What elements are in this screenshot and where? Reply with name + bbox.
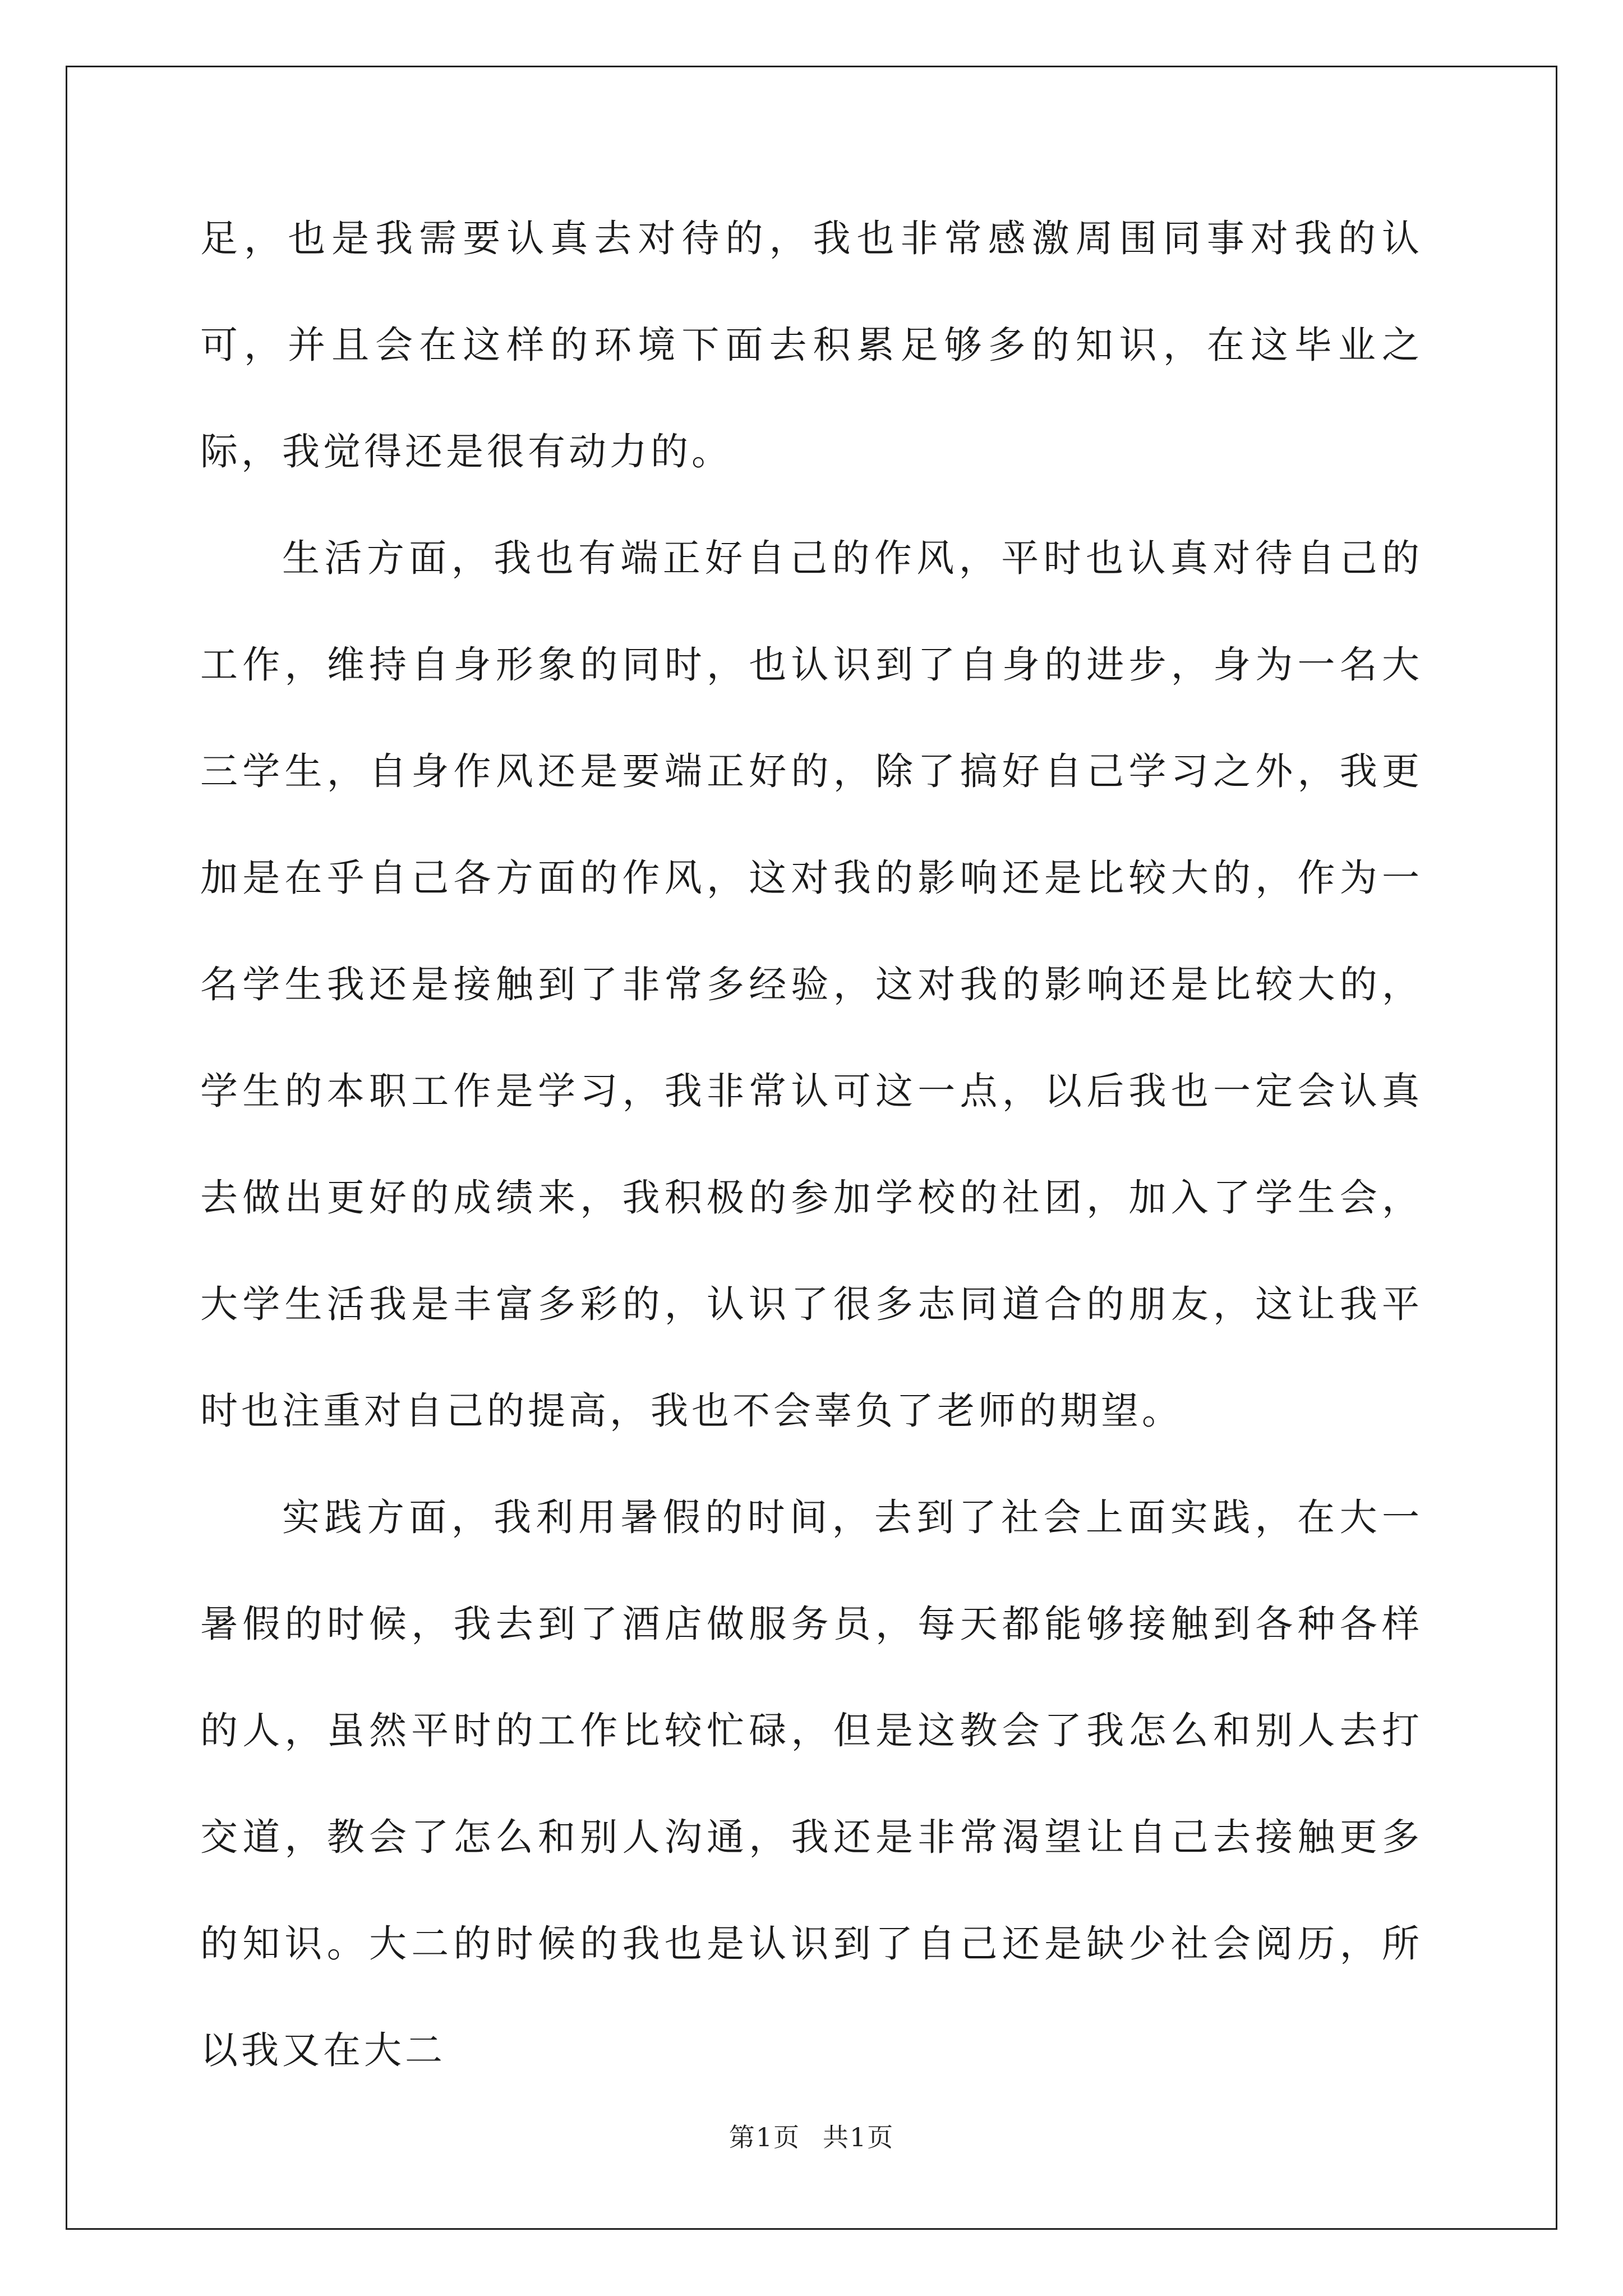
paragraph-1: 足，也是我需要认真去对待的，我也非常感激周围同事对我的认可，并且会在这样的环境下面去积累足够多的知识，在这毕业之际，我觉得还是很有动力的。 bbox=[200, 217, 1423, 473]
document-body bbox=[200, 185, 1423, 2104]
paragraph-3: 实践方面，我利用暑假的时间，去到了社会上面实践，在大一暑假的时候，我去到了酒店做服务员，每天都能够接触到各种各样的人，虽然平时的工作比较忙碌，但是这教会了我怎么和别人去打交道，教会了怎么和别人沟通，我还是非常渴望让自己去接触更多的知识。大二的时候的我也是认识到了自己还是缺少社会阅历，所以我又在大二 bbox=[200, 1496, 1423, 2072]
page-total: 共1页 bbox=[823, 2122, 895, 2152]
paragraph-2: 生活方面，我也有端正好自己的作风，平时也认真对待自己的工作，维持自身形象的同时，也认识到了自身的进步，身为一名大三学生，自身作风还是要端正好的，除了搞好自己学习之外，我更加是在乎自己各方面的作风，这对我的影响还是比较大的，作为一名学生我还是接触到了非常多经验，这对我的影响还是比较大的，学生的本职工作是学习，我非常认可这一点，以后我也一定会认真去做出更好的成绩来，我积极的参加学校的社团，加入了学生会，大学生活我是丰富多彩的，认识了很多志同道合的朋友，这让我平时也注重对自己的提高，我也不会辜负了老师的期望。 bbox=[200, 536, 1423, 1433]
page-footer bbox=[0, 2120, 1623, 2154]
page-number: 第1页 bbox=[728, 2122, 800, 2152]
